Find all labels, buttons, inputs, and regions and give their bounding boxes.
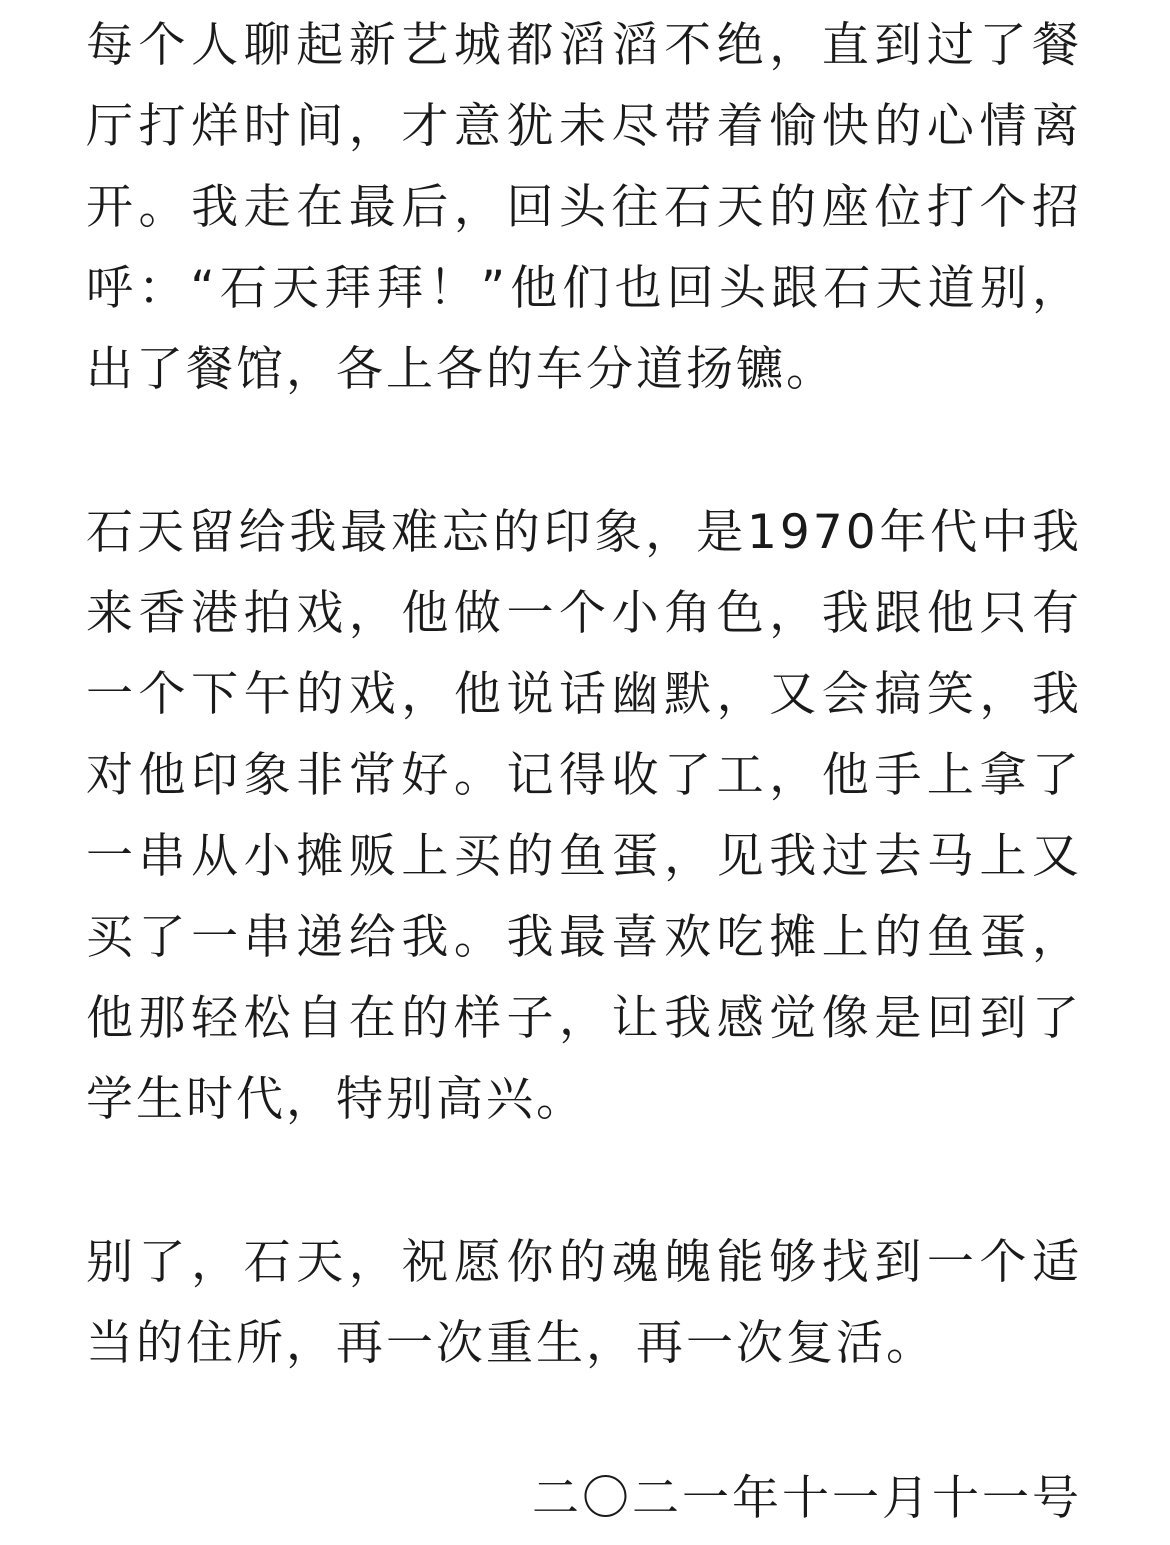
paragraph-blessing: 别了，石天，祝愿你的魂魄能够找到一个适当的住所，再一次重生，再一次复活。 (86, 1235, 1082, 1371)
paragraph-farewell-dinner: 每个人聊起新艺城都滔滔不绝，直到过了餐厅打烊时间，才意犹未尽带着愉快的心情离开。我走在最后，回头往石天的座位打个招呼：“石天拜拜！”他们也回头跟石天道别，出了餐馆，各上各的车分道扬镳。 (86, 18, 1082, 397)
paragraph-memory: 石天留给我最难忘的印象，是1970年代中我来香港拍戏，他做一个小角色，我跟他只有一个下午的戏，他说话幽默，又会搞笑，我对他印象非常好。记得收了工，他手上拿了一串从小摊贩上买的鱼蛋，见我过去马上又买了一串递给我。我最喜欢吃摊上的鱼蛋，他那轻松自在的样子，让我感觉像是回到了学生时代，特别高兴。 (86, 505, 1082, 1127)
article-body (86, 0, 1082, 1384)
article-date: 二〇二一年十一月十一号 (532, 1471, 1082, 1526)
